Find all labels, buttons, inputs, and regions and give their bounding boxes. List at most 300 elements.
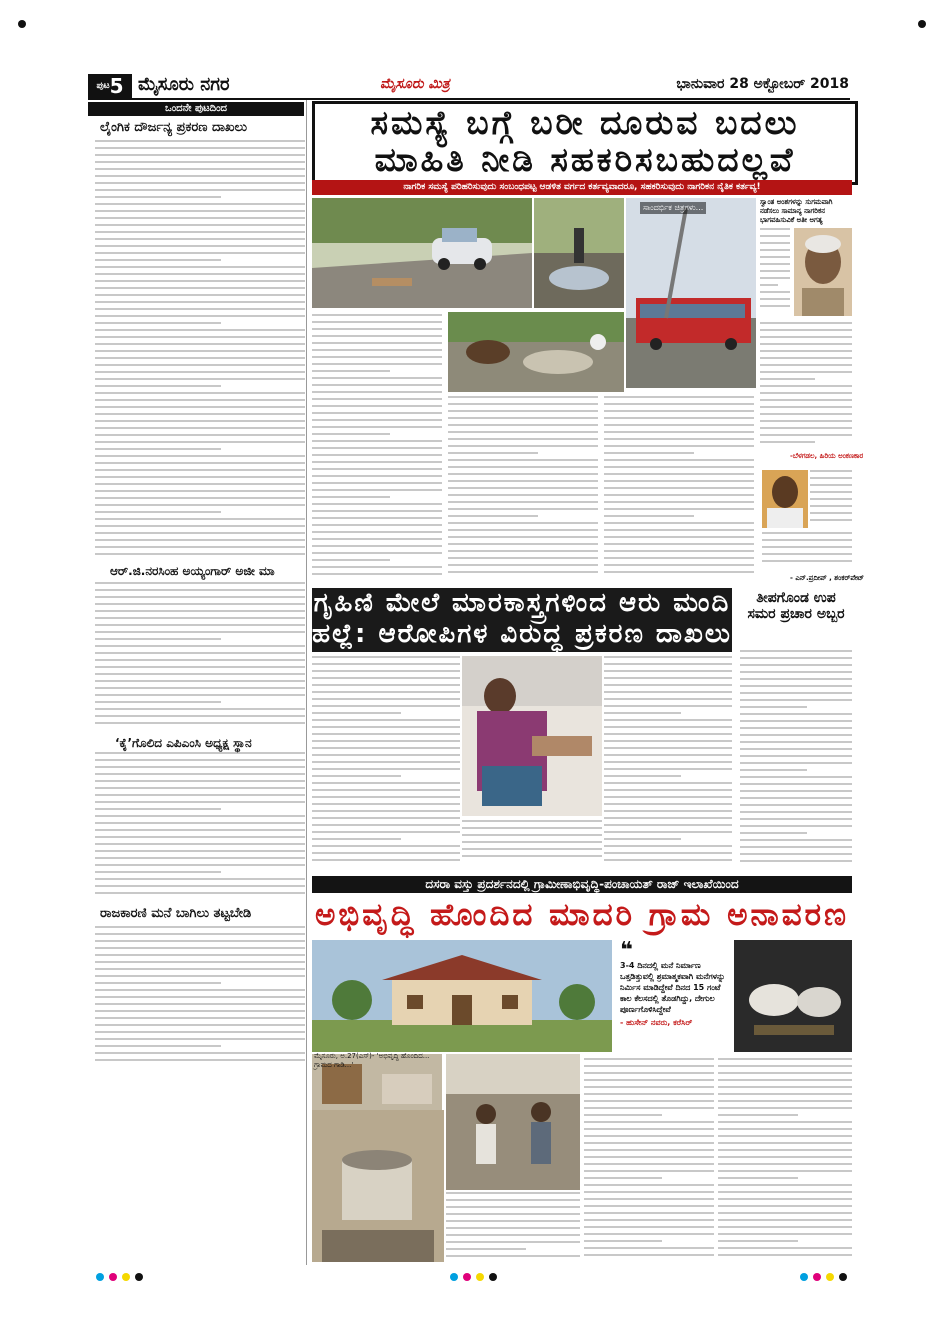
text-line bbox=[312, 789, 460, 791]
text-line bbox=[95, 687, 305, 689]
text-line bbox=[312, 677, 460, 679]
writer-photo bbox=[762, 470, 808, 528]
text-line bbox=[584, 1240, 662, 1242]
text-line bbox=[95, 878, 305, 880]
text-line bbox=[95, 610, 305, 612]
text-line bbox=[95, 553, 305, 555]
text-line bbox=[604, 557, 754, 559]
text-line bbox=[95, 189, 305, 191]
text-line bbox=[718, 1198, 852, 1200]
text-line bbox=[95, 850, 305, 852]
text-line bbox=[95, 483, 305, 485]
lead-headline-line2: ಮಾಹಿತಿ ನೀಡಿ ಸಹಕರಿಸಬಹುದಲ್ಲವೆ bbox=[374, 140, 796, 179]
text-line bbox=[95, 815, 305, 817]
text-line bbox=[604, 789, 732, 791]
text-line bbox=[95, 603, 305, 605]
text-line bbox=[604, 424, 754, 426]
text-line bbox=[760, 270, 790, 272]
text-line bbox=[810, 470, 852, 472]
text-line bbox=[95, 940, 305, 942]
text-line bbox=[604, 726, 732, 728]
article-body bbox=[718, 1058, 852, 1262]
text-line bbox=[95, 511, 221, 513]
text-line bbox=[762, 553, 852, 555]
text-line bbox=[718, 1086, 852, 1088]
cattle-graphic bbox=[734, 940, 852, 1052]
text-line bbox=[810, 484, 852, 486]
text-line bbox=[95, 322, 221, 324]
text-line bbox=[95, 378, 305, 380]
text-line bbox=[740, 748, 852, 750]
text-line bbox=[762, 560, 852, 562]
text-line bbox=[95, 497, 305, 499]
text-line bbox=[718, 1247, 852, 1249]
text-line bbox=[584, 1184, 714, 1186]
text-line bbox=[718, 1240, 798, 1242]
text-line bbox=[604, 803, 732, 805]
text-line bbox=[604, 452, 694, 454]
text-line bbox=[584, 1177, 662, 1179]
columnist-photo bbox=[794, 228, 852, 316]
text-line bbox=[740, 860, 852, 862]
text-line bbox=[448, 424, 598, 426]
text-line bbox=[604, 670, 732, 672]
article-body bbox=[95, 140, 305, 560]
text-line bbox=[740, 734, 852, 736]
text-line bbox=[95, 343, 305, 345]
article-body bbox=[446, 1192, 580, 1262]
text-line bbox=[740, 818, 852, 820]
text-line bbox=[760, 305, 790, 307]
text-line bbox=[604, 859, 732, 861]
text-line bbox=[718, 1219, 852, 1221]
text-line bbox=[718, 1121, 852, 1123]
text-line bbox=[95, 1010, 305, 1012]
text-line bbox=[584, 1135, 714, 1137]
text-line bbox=[740, 804, 852, 806]
text-line bbox=[95, 673, 305, 675]
page-label: ಪುಟ bbox=[96, 81, 110, 91]
text-line bbox=[604, 656, 732, 658]
text-line bbox=[95, 624, 305, 626]
text-line bbox=[95, 961, 305, 963]
text-line bbox=[95, 989, 305, 991]
text-line bbox=[740, 839, 852, 841]
text-line bbox=[810, 519, 852, 521]
article-body bbox=[312, 314, 442, 584]
text-line bbox=[95, 315, 305, 317]
text-line bbox=[95, 224, 305, 226]
text-line bbox=[604, 796, 732, 798]
text-line bbox=[740, 846, 852, 848]
text-line bbox=[604, 466, 754, 468]
article-body bbox=[95, 582, 305, 732]
left-subheading-1: ಆರ್.ಜಿ.ನರಸಿಂಹ ಅಯ್ಯಂಗಾರ್ ಅಜೀ ಮಾ bbox=[110, 564, 275, 578]
text-line bbox=[95, 294, 305, 296]
text-line bbox=[448, 515, 538, 517]
quote-text: 3-4 ದಿನದಲ್ಲಿ ಮನೆ ನಿರ್ಮಾಣ ಒತ್ತಡಿತ್ತುವಲ್ಲಿ ಶ್ರಮಾತ್ಮಕವಾಗಿ ಮನೆಗಳನ್ನು ನಿರ್ಮಿಸ ಮಾಡಿದ್ದೇವೆ ದಿನದ 15 ಗಂಟೆ ಕಾಲ ಕೆಲಸದಲ್ಲಿ ತೊಡಗಿದ್ದು, ದೇಗುಲ ಪೂರ್ಣಗೊಳಿಸಿದ್ದೇವೆ bbox=[620, 961, 726, 1014]
text-line bbox=[604, 838, 681, 840]
columnist-photo-graphic bbox=[794, 228, 852, 316]
text-line bbox=[95, 371, 305, 373]
text-line bbox=[95, 385, 221, 387]
text-line bbox=[718, 1100, 852, 1102]
text-line bbox=[718, 1170, 852, 1172]
text-line bbox=[312, 559, 390, 561]
article-body bbox=[95, 752, 305, 902]
text-line bbox=[760, 277, 790, 279]
text-line bbox=[760, 420, 852, 422]
text-line bbox=[604, 543, 754, 545]
text-line bbox=[740, 699, 852, 701]
text-line bbox=[604, 501, 754, 503]
text-line bbox=[95, 210, 305, 212]
text-line bbox=[584, 1114, 662, 1116]
text-line bbox=[95, 168, 305, 170]
villagers-photo bbox=[446, 1054, 580, 1190]
text-line bbox=[312, 412, 442, 414]
text-line bbox=[95, 217, 305, 219]
text-line bbox=[760, 441, 815, 443]
text-line bbox=[604, 480, 754, 482]
text-line bbox=[312, 482, 442, 484]
text-line bbox=[718, 1184, 852, 1186]
text-line bbox=[312, 433, 390, 435]
text-line bbox=[312, 810, 460, 812]
text-line bbox=[604, 817, 732, 819]
text-line bbox=[95, 245, 305, 247]
text-line bbox=[740, 783, 852, 785]
text-line bbox=[604, 410, 754, 412]
text-line bbox=[604, 719, 732, 721]
lead-headline-line1: ಸಮಸ್ಯೆ ಬಗ್ಗೆ ಬರೀ ದೂರುವ ಬದಲು bbox=[370, 103, 800, 142]
text-line bbox=[95, 392, 305, 394]
text-line bbox=[740, 776, 852, 778]
text-line bbox=[448, 403, 598, 405]
text-line bbox=[718, 1142, 852, 1144]
text-line bbox=[604, 403, 754, 405]
text-line bbox=[95, 680, 305, 682]
text-line bbox=[95, 715, 305, 717]
text-line bbox=[95, 857, 305, 859]
text-line bbox=[95, 638, 221, 640]
story3-photo-caption: ಮೈಸೂರು, ಅ.27(ಎಸ್)- 'ಅಭಿವೃದ್ಧಿ ಹೊಂದಿದ... ಗ್ರಾಮದ ಗಾಡಿ...' bbox=[314, 1052, 430, 1069]
text-line bbox=[604, 571, 754, 573]
text-line bbox=[604, 529, 754, 531]
text-line bbox=[604, 445, 754, 447]
text-line bbox=[95, 336, 305, 338]
text-line bbox=[718, 1114, 798, 1116]
left-subheading-2: ‘ಕೈ’ಗೊಲಿದ ಎಪಿಎಂಸಿ ಅಧ್ಯಕ್ಷ ಸ್ಥಾನ bbox=[115, 736, 252, 750]
model-village-photo bbox=[312, 940, 612, 1052]
text-line bbox=[95, 280, 305, 282]
text-line bbox=[810, 512, 852, 514]
text-line bbox=[462, 841, 602, 843]
text-line bbox=[446, 1241, 580, 1243]
text-line bbox=[762, 539, 852, 541]
text-line bbox=[718, 1212, 852, 1214]
text-line bbox=[95, 589, 305, 591]
article-body bbox=[448, 396, 598, 584]
text-line bbox=[95, 759, 305, 761]
text-line bbox=[95, 996, 305, 998]
text-line bbox=[312, 405, 442, 407]
text-line bbox=[312, 468, 442, 470]
text-line bbox=[740, 811, 852, 813]
article-body bbox=[760, 228, 790, 318]
text-line bbox=[312, 363, 442, 365]
text-line bbox=[604, 487, 754, 489]
text-line bbox=[718, 1254, 852, 1256]
text-line bbox=[446, 1234, 580, 1236]
puddle-photo-graphic bbox=[534, 198, 624, 308]
victim-photo-graphic bbox=[462, 656, 602, 816]
text-line bbox=[95, 413, 305, 415]
text-line bbox=[312, 538, 442, 540]
text-line bbox=[584, 1079, 714, 1081]
text-line bbox=[95, 504, 305, 506]
text-line bbox=[604, 396, 754, 398]
street-photo-graphic bbox=[312, 198, 532, 308]
bus-photo-graphic bbox=[626, 198, 756, 388]
text-line bbox=[584, 1212, 714, 1214]
text-line bbox=[760, 378, 815, 380]
text-line bbox=[718, 1149, 852, 1151]
text-line bbox=[448, 410, 598, 412]
text-line bbox=[760, 357, 852, 359]
text-line bbox=[95, 287, 305, 289]
text-line bbox=[312, 782, 460, 784]
text-line bbox=[312, 440, 442, 442]
text-line bbox=[95, 266, 305, 268]
article-body bbox=[312, 656, 460, 868]
text-line bbox=[448, 529, 598, 531]
text-line bbox=[312, 335, 442, 337]
text-line bbox=[448, 466, 598, 468]
text-line bbox=[95, 420, 305, 422]
text-line bbox=[312, 705, 460, 707]
text-line bbox=[584, 1128, 714, 1130]
text-line bbox=[604, 824, 732, 826]
text-line bbox=[448, 522, 598, 524]
text-line bbox=[740, 685, 852, 687]
text-line bbox=[718, 1093, 852, 1095]
text-line bbox=[740, 650, 852, 652]
text-line bbox=[718, 1079, 852, 1081]
text-line bbox=[95, 525, 305, 527]
text-line bbox=[740, 657, 852, 659]
text-line bbox=[95, 694, 305, 696]
text-line bbox=[312, 712, 401, 714]
text-line bbox=[95, 752, 305, 754]
text-line bbox=[95, 539, 305, 541]
text-line bbox=[584, 1191, 714, 1193]
text-line bbox=[95, 1045, 221, 1047]
article-body bbox=[604, 396, 754, 584]
text-line bbox=[448, 571, 598, 573]
text-line bbox=[718, 1107, 852, 1109]
text-line bbox=[95, 161, 305, 163]
text-line bbox=[312, 489, 442, 491]
text-line bbox=[95, 231, 305, 233]
story2-headline-line2: ಹಲ್ಲೆ: ಆರೋಪಿಗಳ ವಿರುದ್ಧ ಪ್ರಕರಣ ದಾಖಲು bbox=[312, 619, 732, 649]
text-line bbox=[95, 1003, 305, 1005]
cattle-photo bbox=[734, 940, 852, 1052]
text-line bbox=[448, 564, 598, 566]
text-line bbox=[95, 140, 305, 142]
text-line bbox=[312, 754, 460, 756]
text-line bbox=[312, 377, 442, 379]
text-line bbox=[95, 926, 305, 928]
text-line bbox=[312, 796, 460, 798]
text-line bbox=[604, 438, 754, 440]
text-line bbox=[604, 663, 732, 665]
text-line bbox=[810, 505, 852, 507]
text-line bbox=[448, 431, 598, 433]
text-line bbox=[584, 1198, 714, 1200]
text-line bbox=[584, 1142, 714, 1144]
text-line bbox=[740, 853, 852, 855]
text-line bbox=[718, 1205, 852, 1207]
cattle-photo-graphic bbox=[448, 312, 624, 392]
text-line bbox=[95, 518, 305, 520]
text-line bbox=[718, 1058, 852, 1060]
text-line bbox=[760, 427, 852, 429]
text-line bbox=[740, 678, 852, 680]
text-line bbox=[312, 740, 460, 742]
text-line bbox=[584, 1163, 714, 1165]
text-line bbox=[446, 1206, 580, 1208]
text-line bbox=[312, 859, 460, 861]
text-line bbox=[604, 684, 732, 686]
text-line bbox=[95, 462, 305, 464]
color-bar bbox=[450, 1266, 510, 1274]
text-line bbox=[312, 447, 442, 449]
text-line bbox=[95, 766, 305, 768]
sidebar-byline-1: -ಬೆಳಗಡಲ, ಹಿರಿಯ ಅಂಕಣಕಾರ bbox=[790, 452, 864, 460]
text-line bbox=[462, 827, 602, 829]
text-line bbox=[95, 968, 305, 970]
text-line bbox=[448, 438, 598, 440]
text-line bbox=[604, 831, 732, 833]
text-line bbox=[760, 406, 852, 408]
story2-headline bbox=[312, 588, 732, 652]
color-bar bbox=[96, 1266, 156, 1274]
text-line bbox=[718, 1135, 852, 1137]
text-line bbox=[584, 1254, 714, 1256]
registration-mark bbox=[18, 20, 26, 28]
text-line bbox=[312, 419, 442, 421]
text-line bbox=[760, 385, 852, 387]
text-line bbox=[604, 740, 732, 742]
text-line bbox=[448, 508, 598, 510]
text-line bbox=[95, 659, 305, 661]
text-line bbox=[95, 843, 305, 845]
text-line bbox=[95, 182, 305, 184]
text-line bbox=[760, 249, 790, 251]
text-line bbox=[604, 473, 754, 475]
text-line bbox=[312, 768, 460, 770]
side-story-headline: ತೀಪಗೊಂಡ ಉಪ ಸಮರ ಪ್ರಚಾರ ಅಬ್ಬರ bbox=[747, 590, 845, 622]
text-line bbox=[604, 747, 732, 749]
text-line bbox=[95, 238, 305, 240]
text-line bbox=[95, 1031, 305, 1033]
text-line bbox=[462, 820, 602, 822]
text-line bbox=[760, 284, 778, 286]
text-line bbox=[95, 864, 305, 866]
text-line bbox=[95, 469, 305, 471]
text-line bbox=[448, 536, 598, 538]
text-line bbox=[312, 719, 460, 721]
text-line bbox=[740, 706, 807, 708]
text-line bbox=[740, 790, 852, 792]
text-line bbox=[760, 298, 790, 300]
text-line bbox=[312, 824, 460, 826]
bus-photo bbox=[626, 198, 756, 388]
text-line bbox=[604, 677, 732, 679]
text-line bbox=[718, 1191, 852, 1193]
text-line bbox=[446, 1192, 580, 1194]
text-line bbox=[584, 1170, 714, 1172]
text-line bbox=[95, 154, 305, 156]
text-line bbox=[740, 769, 807, 771]
text-line bbox=[95, 301, 305, 303]
text-line bbox=[740, 741, 852, 743]
text-line bbox=[312, 321, 442, 323]
text-line bbox=[448, 543, 598, 545]
puddle-photo bbox=[534, 198, 624, 308]
text-line bbox=[740, 832, 807, 834]
text-line bbox=[95, 427, 305, 429]
text-line bbox=[740, 797, 852, 799]
text-line bbox=[312, 698, 460, 700]
text-line bbox=[312, 496, 390, 498]
quote-mark-icon: ❝ bbox=[620, 938, 633, 963]
text-line bbox=[95, 1038, 305, 1040]
text-line bbox=[95, 350, 305, 352]
text-line bbox=[312, 517, 442, 519]
text-line bbox=[95, 701, 221, 703]
text-line bbox=[95, 196, 221, 198]
text-line bbox=[604, 550, 754, 552]
text-line bbox=[312, 684, 460, 686]
text-line bbox=[312, 342, 442, 344]
text-line bbox=[604, 508, 754, 510]
text-line bbox=[718, 1065, 852, 1067]
text-line bbox=[604, 712, 681, 714]
text-line bbox=[95, 666, 305, 668]
text-line bbox=[95, 708, 305, 710]
text-line bbox=[760, 322, 852, 324]
text-line bbox=[810, 477, 852, 479]
text-line bbox=[95, 455, 305, 457]
text-line bbox=[446, 1213, 580, 1215]
text-line bbox=[95, 773, 305, 775]
text-line bbox=[312, 391, 442, 393]
text-line bbox=[448, 487, 598, 489]
text-line bbox=[312, 573, 442, 575]
text-line bbox=[604, 494, 754, 496]
text-line bbox=[760, 399, 852, 401]
text-line bbox=[810, 498, 852, 500]
text-line bbox=[740, 755, 852, 757]
text-line bbox=[584, 1233, 714, 1235]
text-line bbox=[584, 1086, 714, 1088]
text-line bbox=[95, 871, 221, 873]
left-heading: ಲೈಂಗಿಕ ದೌರ್ಜನ್ಯ ಪ್ರಕರಣ ದಾಖಲು bbox=[100, 120, 248, 135]
text-line bbox=[95, 808, 221, 810]
text-line bbox=[740, 664, 852, 666]
